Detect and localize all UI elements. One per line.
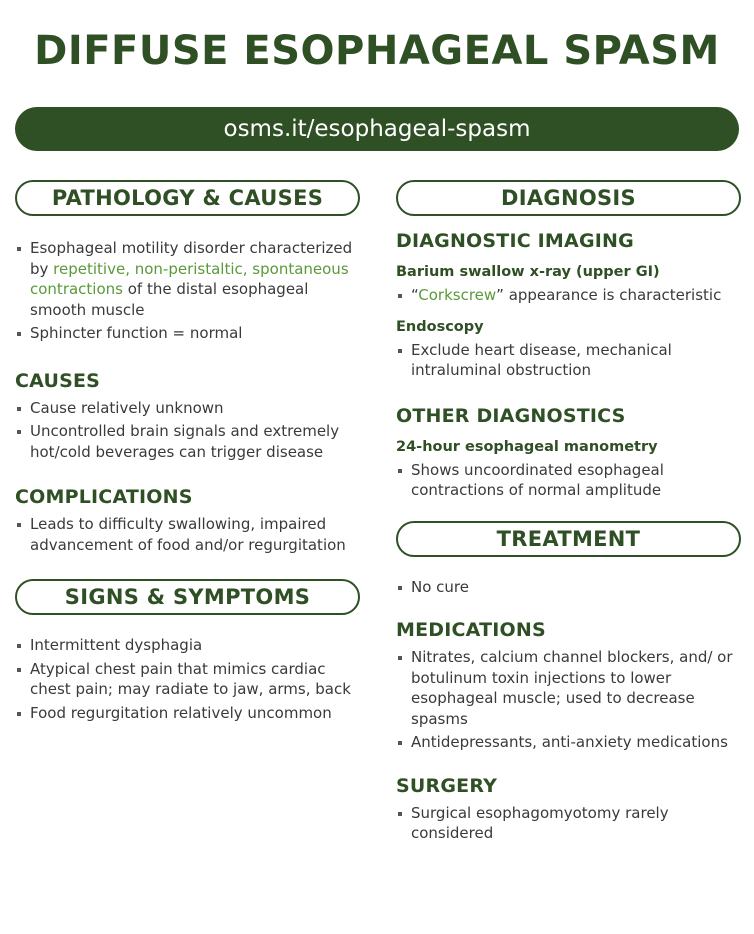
- list-item: Leads to difficulty swallowing, impaired advancement of food and/or regurgitation: [15, 514, 360, 555]
- list-item: Exclude heart disease, mechanical intraluminal obstruction: [396, 340, 741, 381]
- endoscopy-list: [396, 340, 741, 381]
- list-item: No cure: [396, 577, 741, 598]
- endoscopy-heading: Endoscopy: [396, 318, 484, 335]
- list-item: Food regurgitation relatively uncommon: [15, 703, 360, 724]
- list-item: Uncontrolled brain signals and extremely hot/cold beverages can trigger disease: [15, 421, 360, 462]
- list-item: Shows uncoordinated esophageal contractions of normal amplitude: [396, 460, 741, 501]
- surgery-list: [396, 803, 741, 844]
- complications-list: [15, 514, 360, 555]
- diagnosis-heading: DIAGNOSIS: [396, 180, 741, 216]
- complications-heading: COMPLICATIONS: [15, 486, 193, 508]
- pathology-heading: PATHOLOGY & CAUSES: [15, 180, 360, 216]
- list-item: Intermittent dysphagia: [15, 635, 360, 656]
- medications-list: [396, 647, 741, 753]
- list-item: Cause relatively unknown: [15, 398, 360, 419]
- url-banner[interactable]: osms.it/esophageal-spasm: [15, 107, 739, 151]
- other-diagnostics-heading: OTHER DIAGNOSTICS: [396, 404, 626, 427]
- list-item: Antidepressants, anti-anxiety medications: [396, 732, 741, 753]
- highlight-text: Corkscrew: [418, 286, 497, 304]
- manometry-list: [396, 460, 741, 501]
- signs-list: [15, 635, 360, 723]
- treatment-heading: TREATMENT: [396, 521, 741, 557]
- causes-list: [15, 398, 360, 463]
- signs-symptoms-heading: SIGNS & SYMPTOMS: [15, 579, 360, 615]
- highlight-text: repetitive, non-peristaltic, spontaneous contractions: [30, 259, 349, 298]
- pathology-list: [15, 238, 360, 344]
- barium-heading: Barium swallow x-ray (upper GI): [396, 264, 660, 280]
- diagnostic-imaging-heading: DIAGNOSTIC IMAGING: [396, 230, 634, 252]
- right-column: [396, 180, 741, 847]
- causes-heading: CAUSES: [15, 369, 101, 392]
- manometry-heading: 24-hour esophageal manometry: [396, 438, 658, 455]
- list-item: Sphincter function = normal: [15, 323, 360, 344]
- list-item: Esophageal motility disorder characterized by repetitive, non-peristaltic, spontaneous contractions of the distal esophageal smooth muscle: [15, 238, 360, 320]
- barium-list: [396, 285, 741, 306]
- list-item: Surgical esophagomyotomy rarely considered: [396, 803, 741, 844]
- page-title: DIFFUSE ESOPHAGEAL SPASM: [34, 28, 720, 74]
- list-item: “Corkscrew” appearance is characteristic: [396, 285, 741, 306]
- surgery-heading: SURGERY: [396, 774, 498, 797]
- medications-heading: MEDICATIONS: [396, 619, 546, 641]
- list-item: Atypical chest pain that mimics cardiac chest pain; may radiate to jaw, arms, back: [15, 659, 360, 700]
- list-item: Nitrates, calcium channel blockers, and/ or botulinum toxin injections to lower esophageal muscle; used to decrease spasms: [396, 647, 741, 729]
- treatment-list: [396, 577, 741, 598]
- left-column: [15, 180, 360, 726]
